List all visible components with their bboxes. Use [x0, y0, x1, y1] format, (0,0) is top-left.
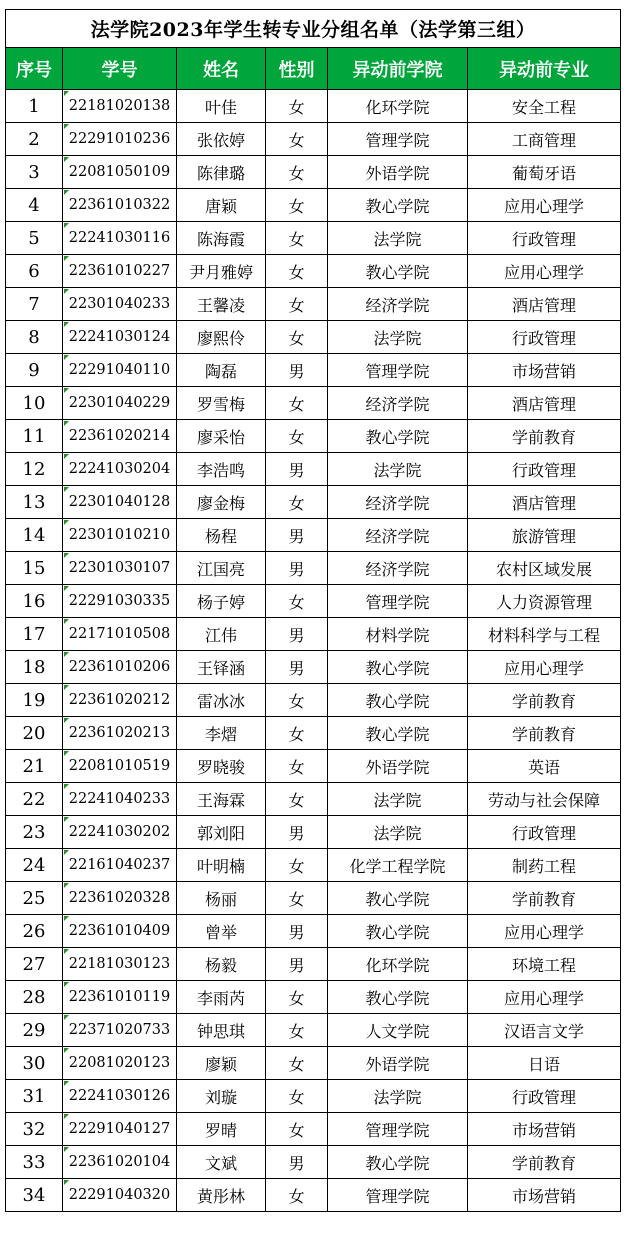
cell-index: 25 [6, 882, 63, 915]
cell-previous-major: 劳动与社会保障 [468, 783, 621, 816]
cell-gender: 女 [266, 981, 328, 1014]
cell-gender: 女 [266, 750, 328, 783]
cell-previous-major: 学前教育 [468, 882, 621, 915]
cell-index: 29 [6, 1014, 63, 1047]
cell-previous-major: 行政管理 [468, 321, 621, 354]
cell-index: 27 [6, 948, 63, 981]
cell-student-id: 22181020138 [63, 90, 177, 123]
cell-previous-major: 汉语言文学 [468, 1014, 621, 1047]
column-header-name: 姓名 [177, 48, 266, 90]
cell-previous-major: 学前教育 [468, 684, 621, 717]
cell-name: 曾举 [177, 915, 266, 948]
table-row [6, 1047, 621, 1080]
cell-gender: 男 [266, 519, 328, 552]
column-header-index: 序号 [6, 48, 63, 90]
cell-previous-college: 教心学院 [328, 717, 468, 750]
cell-previous-college: 教心学院 [328, 255, 468, 288]
cell-previous-major: 安全工程 [468, 90, 621, 123]
cell-index: 17 [6, 618, 63, 651]
cell-previous-college: 经济学院 [328, 486, 468, 519]
cell-student-id: 22241040233 [63, 783, 177, 816]
cell-previous-major: 应用心理学 [468, 981, 621, 1014]
cell-index: 21 [6, 750, 63, 783]
cell-previous-major: 行政管理 [468, 453, 621, 486]
cell-name: 罗晓骏 [177, 750, 266, 783]
cell-previous-major: 学前教育 [468, 717, 621, 750]
cell-gender: 女 [266, 222, 328, 255]
cell-student-id: 22361020104 [63, 1146, 177, 1179]
cell-name: 张依婷 [177, 123, 266, 156]
cell-name: 王馨凌 [177, 288, 266, 321]
cell-previous-college: 管理学院 [328, 585, 468, 618]
cell-index: 23 [6, 816, 63, 849]
table-row [6, 123, 621, 156]
cell-previous-major: 市场营销 [468, 1113, 621, 1146]
table-row [6, 1014, 621, 1047]
table-row [6, 156, 621, 189]
cell-previous-major: 应用心理学 [468, 915, 621, 948]
cell-index: 10 [6, 387, 63, 420]
cell-student-id: 22361010119 [63, 981, 177, 1014]
cell-index: 9 [6, 354, 63, 387]
cell-previous-college: 外语学院 [328, 1047, 468, 1080]
cell-student-id: 22361020212 [63, 684, 177, 717]
cell-previous-major: 应用心理学 [468, 189, 621, 222]
cell-previous-college: 法学院 [328, 1080, 468, 1113]
cell-previous-college: 教心学院 [328, 915, 468, 948]
table-row [6, 1146, 621, 1179]
cell-index: 3 [6, 156, 63, 189]
cell-previous-college: 管理学院 [328, 354, 468, 387]
cell-index: 6 [6, 255, 63, 288]
cell-gender: 女 [266, 321, 328, 354]
cell-student-id: 22291040110 [63, 354, 177, 387]
cell-previous-college: 教心学院 [328, 684, 468, 717]
cell-name: 杨程 [177, 519, 266, 552]
cell-previous-college: 外语学院 [328, 750, 468, 783]
table-row [6, 321, 621, 354]
table-row [6, 651, 621, 684]
cell-gender: 女 [266, 387, 328, 420]
table-row [6, 849, 621, 882]
table-row [6, 288, 621, 321]
table-row [6, 783, 621, 816]
cell-previous-major: 学前教育 [468, 1146, 621, 1179]
cell-gender: 女 [266, 717, 328, 750]
cell-student-id: 22291040127 [63, 1113, 177, 1146]
table-row [6, 750, 621, 783]
cell-student-id: 22161040237 [63, 849, 177, 882]
cell-name: 李浩鸣 [177, 453, 266, 486]
cell-previous-college: 法学院 [328, 783, 468, 816]
cell-student-id: 22241030124 [63, 321, 177, 354]
cell-previous-college: 法学院 [328, 453, 468, 486]
column-header-previous-major: 异动前专业 [468, 48, 621, 90]
cell-previous-major: 英语 [468, 750, 621, 783]
cell-index: 19 [6, 684, 63, 717]
cell-name: 廖颖 [177, 1047, 266, 1080]
cell-gender: 男 [266, 552, 328, 585]
cell-student-id: 22301010210 [63, 519, 177, 552]
cell-previous-college: 法学院 [328, 816, 468, 849]
table-row [6, 717, 621, 750]
cell-previous-college: 教心学院 [328, 651, 468, 684]
cell-previous-college: 化学工程学院 [328, 849, 468, 882]
cell-previous-major: 行政管理 [468, 222, 621, 255]
table-row [6, 1113, 621, 1146]
cell-previous-major: 环境工程 [468, 948, 621, 981]
roster-sheet [5, 9, 620, 1212]
cell-name: 叶佳 [177, 90, 266, 123]
table-row [6, 1179, 621, 1212]
table-row [6, 222, 621, 255]
table-row [6, 90, 621, 123]
cell-gender: 女 [266, 123, 328, 156]
table-row [6, 948, 621, 981]
cell-student-id: 22241030116 [63, 222, 177, 255]
cell-gender: 男 [266, 618, 328, 651]
column-header-student-id: 学号 [63, 48, 177, 90]
cell-name: 陈律璐 [177, 156, 266, 189]
cell-name: 黄彤林 [177, 1179, 266, 1212]
column-header-gender: 性别 [266, 48, 328, 90]
cell-index: 24 [6, 849, 63, 882]
header-row [6, 48, 621, 90]
cell-name: 尹月雅婷 [177, 255, 266, 288]
cell-index: 16 [6, 585, 63, 618]
table-row [6, 618, 621, 651]
cell-previous-college: 经济学院 [328, 288, 468, 321]
cell-previous-major: 应用心理学 [468, 255, 621, 288]
cell-name: 廖采怡 [177, 420, 266, 453]
cell-previous-college: 法学院 [328, 321, 468, 354]
cell-name: 李熠 [177, 717, 266, 750]
cell-index: 8 [6, 321, 63, 354]
cell-student-id: 22371020733 [63, 1014, 177, 1047]
cell-index: 13 [6, 486, 63, 519]
cell-index: 30 [6, 1047, 63, 1080]
cell-gender: 男 [266, 453, 328, 486]
cell-index: 26 [6, 915, 63, 948]
cell-index: 14 [6, 519, 63, 552]
cell-student-id: 22361010206 [63, 651, 177, 684]
cell-name: 文斌 [177, 1146, 266, 1179]
cell-gender: 女 [266, 255, 328, 288]
cell-name: 陶磊 [177, 354, 266, 387]
cell-gender: 女 [266, 486, 328, 519]
cell-previous-major: 行政管理 [468, 816, 621, 849]
cell-previous-college: 管理学院 [328, 1179, 468, 1212]
cell-previous-college: 法学院 [328, 222, 468, 255]
cell-student-id: 22301040128 [63, 486, 177, 519]
table-row [6, 1080, 621, 1113]
cell-previous-college: 管理学院 [328, 1113, 468, 1146]
cell-name: 王铎涵 [177, 651, 266, 684]
cell-name: 罗雪梅 [177, 387, 266, 420]
cell-index: 34 [6, 1179, 63, 1212]
cell-gender: 男 [266, 354, 328, 387]
cell-student-id: 22241030204 [63, 453, 177, 486]
page-title: 法学院2023年学生转专业分组名单（法学第三组） [6, 10, 621, 48]
cell-name: 杨丽 [177, 882, 266, 915]
roster-table [5, 9, 621, 1212]
cell-student-id: 22291030335 [63, 585, 177, 618]
cell-name: 钟思琪 [177, 1014, 266, 1047]
cell-student-id: 22361010322 [63, 189, 177, 222]
cell-previous-college: 外语学院 [328, 156, 468, 189]
cell-name: 罗晴 [177, 1113, 266, 1146]
cell-index: 18 [6, 651, 63, 684]
cell-index: 5 [6, 222, 63, 255]
cell-gender: 女 [266, 1047, 328, 1080]
table-row [6, 387, 621, 420]
cell-gender: 女 [266, 585, 328, 618]
cell-gender: 女 [266, 156, 328, 189]
cell-previous-major: 行政管理 [468, 1080, 621, 1113]
table-row [6, 552, 621, 585]
cell-student-id: 22361010409 [63, 915, 177, 948]
table-row [6, 585, 621, 618]
cell-previous-major: 酒店管理 [468, 486, 621, 519]
cell-gender: 男 [266, 1146, 328, 1179]
cell-gender: 女 [266, 189, 328, 222]
cell-gender: 女 [266, 1179, 328, 1212]
cell-previous-college: 教心学院 [328, 420, 468, 453]
column-header-previous-college: 异动前学院 [328, 48, 468, 90]
cell-name: 陈海霞 [177, 222, 266, 255]
cell-gender: 男 [266, 651, 328, 684]
cell-previous-college: 经济学院 [328, 387, 468, 420]
cell-previous-major: 市场营销 [468, 1179, 621, 1212]
cell-name: 杨子婷 [177, 585, 266, 618]
cell-index: 1 [6, 90, 63, 123]
title-row [6, 10, 621, 48]
cell-gender: 女 [266, 1113, 328, 1146]
cell-student-id: 22301040233 [63, 288, 177, 321]
cell-previous-major: 日语 [468, 1047, 621, 1080]
cell-index: 7 [6, 288, 63, 321]
cell-gender: 男 [266, 816, 328, 849]
cell-gender: 女 [266, 420, 328, 453]
cell-previous-major: 酒店管理 [468, 288, 621, 321]
cell-name: 杨毅 [177, 948, 266, 981]
cell-gender: 女 [266, 1014, 328, 1047]
cell-name: 廖熙伶 [177, 321, 266, 354]
cell-previous-college: 化环学院 [328, 948, 468, 981]
cell-gender: 女 [266, 1080, 328, 1113]
cell-name: 廖金梅 [177, 486, 266, 519]
cell-previous-major: 葡萄牙语 [468, 156, 621, 189]
cell-gender: 女 [266, 882, 328, 915]
cell-name: 叶明楠 [177, 849, 266, 882]
cell-student-id: 22171010508 [63, 618, 177, 651]
cell-previous-college: 经济学院 [328, 552, 468, 585]
cell-index: 12 [6, 453, 63, 486]
cell-student-id: 22241030202 [63, 816, 177, 849]
cell-previous-major: 人力资源管理 [468, 585, 621, 618]
cell-student-id: 22361020213 [63, 717, 177, 750]
cell-previous-college: 管理学院 [328, 123, 468, 156]
table-row [6, 453, 621, 486]
cell-index: 22 [6, 783, 63, 816]
cell-name: 唐颖 [177, 189, 266, 222]
cell-index: 15 [6, 552, 63, 585]
table-row [6, 816, 621, 849]
table-row [6, 981, 621, 1014]
cell-name: 郭刘阳 [177, 816, 266, 849]
cell-gender: 女 [266, 849, 328, 882]
table-row [6, 189, 621, 222]
cell-previous-major: 学前教育 [468, 420, 621, 453]
cell-student-id: 22301040229 [63, 387, 177, 420]
cell-student-id: 22291010236 [63, 123, 177, 156]
cell-previous-major: 材料科学与工程 [468, 618, 621, 651]
table-row [6, 915, 621, 948]
cell-previous-major: 应用心理学 [468, 651, 621, 684]
cell-index: 28 [6, 981, 63, 1014]
cell-index: 11 [6, 420, 63, 453]
cell-student-id: 22081010519 [63, 750, 177, 783]
cell-gender: 女 [266, 90, 328, 123]
cell-previous-major: 酒店管理 [468, 387, 621, 420]
cell-previous-college: 教心学院 [328, 1146, 468, 1179]
cell-gender: 男 [266, 915, 328, 948]
cell-index: 20 [6, 717, 63, 750]
cell-gender: 女 [266, 288, 328, 321]
table-row [6, 255, 621, 288]
cell-student-id: 22291040320 [63, 1179, 177, 1212]
cell-name: 李雨芮 [177, 981, 266, 1014]
table-row [6, 882, 621, 915]
cell-previous-college: 化环学院 [328, 90, 468, 123]
roster-body [6, 90, 621, 1212]
table-row [6, 486, 621, 519]
cell-index: 32 [6, 1113, 63, 1146]
cell-gender: 男 [266, 948, 328, 981]
table-row [6, 684, 621, 717]
cell-student-id: 22361010227 [63, 255, 177, 288]
cell-previous-college: 经济学院 [328, 519, 468, 552]
cell-name: 雷冰冰 [177, 684, 266, 717]
cell-index: 33 [6, 1146, 63, 1179]
cell-gender: 女 [266, 684, 328, 717]
cell-previous-college: 教心学院 [328, 189, 468, 222]
table-row [6, 420, 621, 453]
cell-index: 2 [6, 123, 63, 156]
cell-name: 江伟 [177, 618, 266, 651]
cell-previous-college: 人文学院 [328, 1014, 468, 1047]
cell-student-id: 22081020123 [63, 1047, 177, 1080]
cell-previous-major: 工商管理 [468, 123, 621, 156]
table-row [6, 354, 621, 387]
cell-name: 江国亮 [177, 552, 266, 585]
table-row [6, 519, 621, 552]
cell-student-id: 22081050109 [63, 156, 177, 189]
cell-index: 31 [6, 1080, 63, 1113]
cell-previous-college: 教心学院 [328, 981, 468, 1014]
cell-student-id: 22361020328 [63, 882, 177, 915]
cell-previous-major: 旅游管理 [468, 519, 621, 552]
cell-name: 王海霖 [177, 783, 266, 816]
cell-index: 4 [6, 189, 63, 222]
cell-student-id: 22241030126 [63, 1080, 177, 1113]
cell-gender: 女 [266, 783, 328, 816]
cell-previous-major: 农村区域发展 [468, 552, 621, 585]
cell-previous-major: 市场营销 [468, 354, 621, 387]
cell-previous-major: 制药工程 [468, 849, 621, 882]
cell-previous-college: 教心学院 [328, 882, 468, 915]
cell-student-id: 22301030107 [63, 552, 177, 585]
cell-student-id: 22361020214 [63, 420, 177, 453]
cell-previous-college: 材料学院 [328, 618, 468, 651]
cell-student-id: 22181030123 [63, 948, 177, 981]
cell-name: 刘璇 [177, 1080, 266, 1113]
